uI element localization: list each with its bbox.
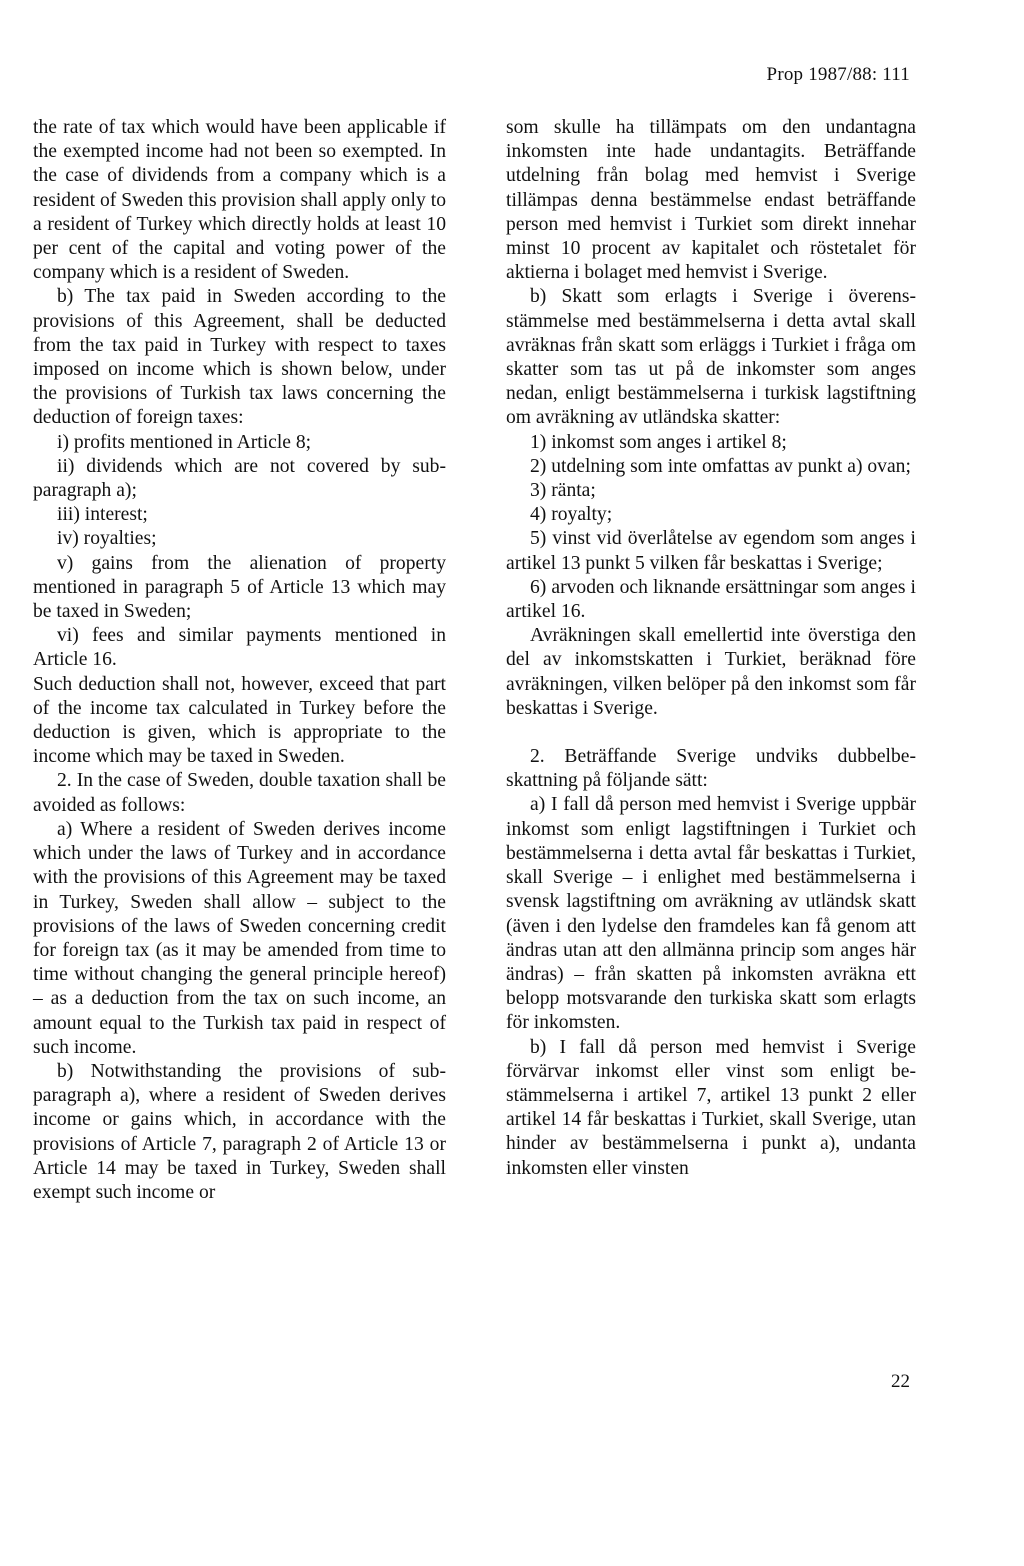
left-column-english bbox=[33, 116, 446, 1205]
list-item: 4) royalty; bbox=[530, 504, 613, 526]
list-item: iv) royalties; bbox=[57, 528, 157, 550]
list-item: ii) dividends which are not covered by sub-paragraph a); bbox=[33, 455, 446, 502]
paragraph: the rate of tax which would have been applicable if the exempted income had not been so exempted. In the case of dividends from a company which is a resident of Sweden this provision shall apply only to a resident of Turkey which directly holds at least 10 per cent of the capital and voting power of the company which is a resident of Sweden. bbox=[33, 117, 446, 284]
paragraph: Avräkningen skall emellertid inte överstiga den del av inkomstskatten i Turkiet, beräknad före avräkningen, vilken belöper på den inkomst som får beskattas i Sverige. bbox=[506, 625, 916, 719]
paragraph: som skulle ha tillämpats om den undantagna inkomsten inte hade undantagits. Beträffande utdelning från bolag med hemvist i Sverige tillämpas denna bestämmelse endast beträffande person med hemvist i Turkiet som direkt innehar minst 10 procent av kapitalet och röstetalet för aktierna i bolaget med hemvist i Sverige. bbox=[506, 117, 916, 284]
paragraph: 2. Beträffande Sverige undviks dubbelbeskattning på följande sätt: bbox=[506, 746, 916, 792]
paragraph: Such deduction shall not, however, exceed that part of the income tax calculated in Turkey before the deduction is given, which is appropriate to the income which may be taxed in Sweden. bbox=[33, 673, 446, 768]
list-item: 3) ränta; bbox=[530, 480, 596, 502]
list-item: 5) vinst vid överlåtelse av egendom som anges i artikel 13 punkt 5 vilken får beskattas i Sverige; bbox=[506, 528, 916, 574]
right-column-swedish bbox=[506, 116, 916, 1181]
paragraph: b) I fall då person med hemvist i Sverige förvärvar inkomst eller vinst som enligt bestämmelserna i artikel 7, artikel 13 punkt 2 eller artikel 14 får beskattas i Turkiet, skall Sverige, utan hinder av bestämmelserna i punkt a), undanta inkomsten eller vinsten bbox=[506, 1036, 916, 1179]
list-item: v) gains from the alienation of property mentioned in paragraph 5 of Article 13 which may be taxed in Sweden; bbox=[33, 552, 446, 623]
list-item: 6) arvoden och liknande ersättningar som anges i artikel 16. bbox=[506, 576, 916, 623]
page-header: Prop 1987/88: 111 bbox=[766, 64, 910, 85]
paragraph: b) Skatt som erlagts i Sverige i överensstämmelse med bestämmelserna i detta avtal skall avräknas från skatt som erläggs i Turkiet i fråga om skatter som tas ut på de inkomster som anges nedan, enligt bestämmelserna i turkisk lagstiftning om avräkning av utländska skatter: bbox=[506, 286, 916, 429]
paragraph: b) Notwithstanding the provisions of subparagraph a), where a resident of Sweden derives income or gains which, in accordance with the provisions of Article 7, paragraph 2 of Article 13 or Article 14 may be taxed in Turkey, Sweden shall exempt such income or bbox=[33, 1060, 446, 1203]
list-item: i) profits mentioned in Article 8; bbox=[57, 431, 312, 453]
paragraph: b) The tax paid in Sweden according to the provisions of this Agreement, shall be deducted from the tax paid in Turkey with respect to taxes imposed on income which is shown below, under the provisions of Turkish tax laws concerning the deduction of foreign taxes: bbox=[33, 286, 446, 429]
list-item: 2) utdelning som inte omfattas av punkt a) ovan; bbox=[530, 455, 911, 477]
list-item: iii) interest; bbox=[57, 504, 148, 526]
page-number: 22 bbox=[891, 1371, 910, 1392]
list-item: 1) inkomst som anges i artikel 8; bbox=[530, 431, 787, 453]
paragraph: 2. In the case of Sweden, double taxation shall be avoided as follows: bbox=[33, 770, 446, 816]
paragraph: a) Where a resident of Sweden derives income which under the laws of Turkey and in accordance with the provisions of this Agreement may be taxed in Turkey, Sweden shall allow – subject to the provisions of the laws of Sweden concerning credit for foreign tax (as it may be amended from time to time without changing the general principle hereof) – as a deduction from the tax on such income, an amount equal to the Turkish tax paid in respect of such income. bbox=[33, 818, 446, 1058]
list-item: vi) fees and similar payments mentioned in Article 16. bbox=[33, 625, 446, 671]
paragraph: a) I fall då person med hemvist i Sverige uppbär inkomst som enligt lagstiftningen i Turkiet och bestämmelserna i detta avtal får beskattas i Turkiet, skall Sverige – i enlighet med bestämmelserna i svensk lagstiftning om avräkning av utländsk skatt (även i den lydelse den framdeles kan få genom att ändras utan att den allmänna princip som anges här ändras) – från skatten på inkomsten avräkna ett belopp motsvarande den turkiska skatt som erlagts för inkomsten. bbox=[506, 794, 916, 1034]
